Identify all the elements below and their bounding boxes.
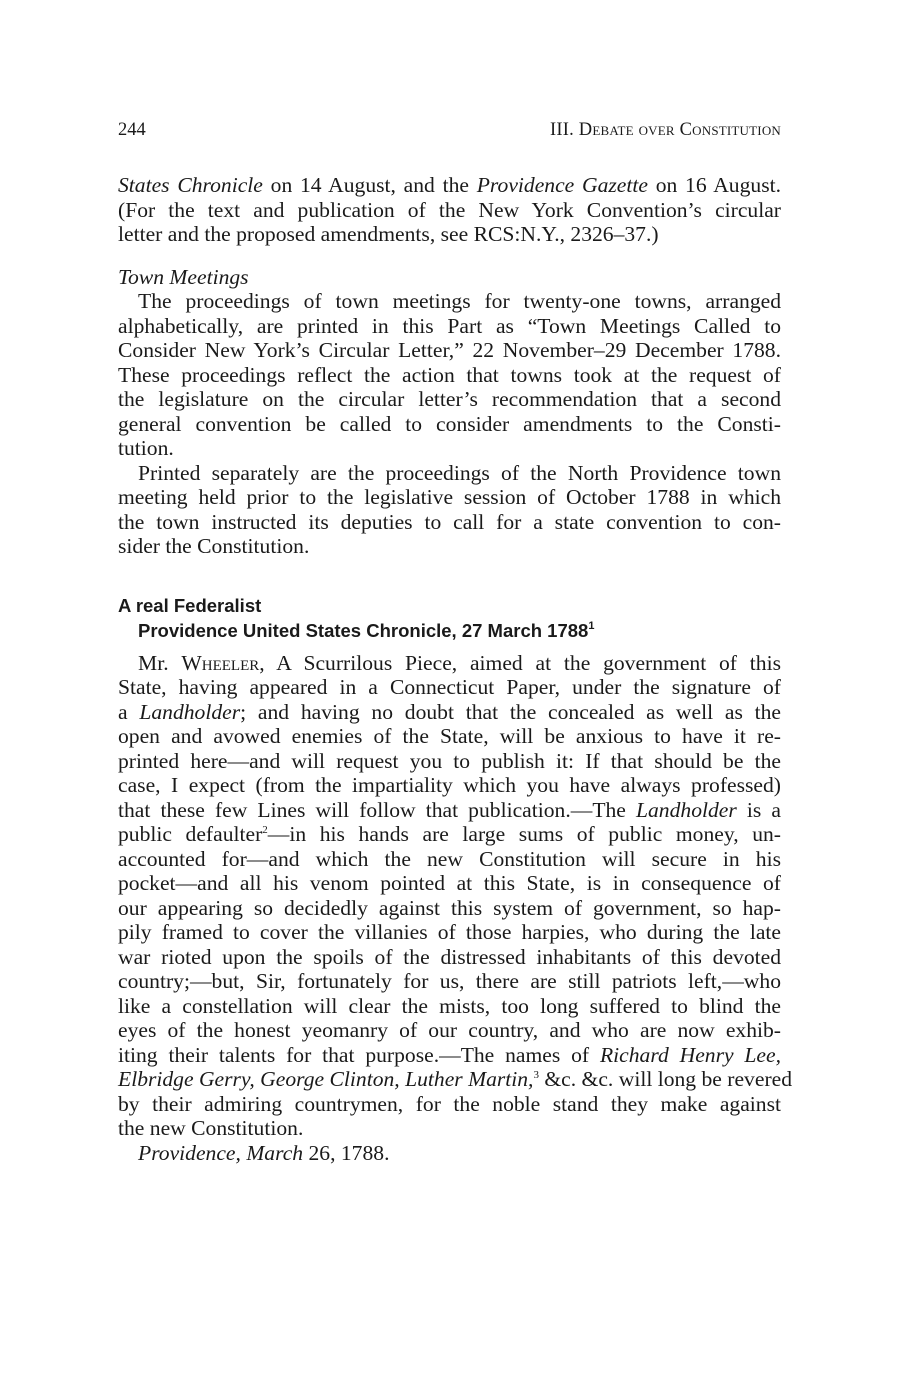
text-span: —in his hands are large sums of public money, un-	[267, 822, 781, 846]
page-number: 244	[118, 120, 146, 140]
document-source	[118, 618, 781, 643]
addressee: Wheeler	[181, 650, 260, 675]
text-span: &c. &c. will long be revered	[538, 1067, 793, 1091]
newspaper-title: States Chronicle	[118, 173, 263, 197]
section-paragraph-1	[118, 289, 781, 461]
text-line: country;—but, Sir, fortunately for us, there are still patriots left,—who	[118, 969, 781, 993]
book-page	[118, 118, 793, 1165]
text-line: open and avowed enemies of the State, will be anxious to have it re-	[118, 724, 781, 748]
pseudonym: Landholder	[139, 699, 241, 724]
running-title: III. Debate over Constitution	[550, 120, 781, 140]
text-line: accounted for—and which the new Constitution will secure in his	[118, 846, 781, 871]
footnote-ref: 3	[533, 1069, 539, 1081]
document-heading	[118, 593, 781, 643]
newspaper-title: Providence Gazette	[476, 173, 648, 197]
text-line: Printed separately are the proceedings of the North Providence town	[138, 460, 781, 485]
text-line: sider the Constitution.	[118, 534, 310, 558]
text-line: pily framed to cover the villanies of those harpies, who during the late	[118, 920, 781, 944]
continuation-paragraph	[118, 173, 781, 247]
dateline-date: 26, 1788.	[303, 1140, 390, 1165]
text-line: meeting held prior to the legislative session of October 1788 in which	[118, 485, 781, 509]
running-head	[118, 118, 781, 142]
text-span: , A Scurrilous Piece, aimed at the government of this	[259, 650, 781, 675]
dateline-place: Providence, March	[138, 1140, 304, 1165]
text-line: our appearing so decidedly against this system of government, so hap-	[118, 895, 781, 920]
text-span: that these few Lines will follow that publication.—The	[118, 797, 636, 822]
text-line: like a constellation will clear the mists, too long suffered to blind the	[118, 993, 781, 1018]
text-line: the new Constitution.	[118, 1116, 304, 1140]
text-line: the legislature on the circular letter’s recommendation that a second	[118, 387, 781, 411]
text-line: war rioted upon the spoils of the distressed inhabitants of this devoted	[118, 944, 781, 969]
text-line: tution.	[118, 436, 174, 460]
text-line: The proceedings of town meetings for twenty-one towns, arranged	[138, 289, 781, 313]
section-heading: Town Meetings	[118, 264, 249, 289]
footnote-ref: 1	[588, 619, 595, 632]
source-text: Providence United States Chronicle, 27 March 1788	[138, 619, 589, 641]
text-line: These proceedings reflect the action that towns took at the request of	[118, 362, 781, 387]
text-line: State, having appeared in a Connecticut Paper, under the signature of	[118, 675, 781, 699]
town-meetings-section	[118, 265, 781, 559]
text-line: general convention be called to consider amendments to the Consti-	[118, 411, 781, 436]
text-span: public defaulter	[118, 822, 263, 846]
person-name: Richard Henry Lee,	[599, 1042, 781, 1067]
document-body	[118, 650, 793, 1166]
text-line: by their admiring countrymen, for the noble stand they make against	[118, 1091, 781, 1116]
footnote-ref: 2	[262, 824, 268, 836]
text-span: Mr.	[138, 650, 182, 675]
person-names: Elbridge Gerry, George Clinton, Luther Martin,	[118, 1067, 534, 1091]
pseudonym: Landholder	[636, 797, 737, 822]
text-span: on 14 August, and the	[262, 173, 477, 197]
text-span: a	[118, 699, 140, 724]
text-line: the town instructed its deputies to call for a state convention to con-	[118, 509, 781, 534]
text-span: on 16 August.	[647, 173, 781, 197]
dateline	[118, 1141, 781, 1166]
text-line: alphabetically, are printed in this Part as “Town Meetings Called to	[118, 313, 781, 338]
text-line: eyes of the honest yeomanry of our country, and who are now exhib-	[118, 1018, 781, 1042]
text-line: letter and the proposed amendments, see RCS:N.Y., 2326–37.)	[118, 222, 659, 246]
text-span: iting their talents for that purpose.—The names of	[118, 1042, 600, 1067]
text-line: case, I expect (from the impartiality which you have always professed)	[118, 773, 781, 797]
text-line: (For the text and publication of the New York Convention’s circular	[118, 197, 781, 222]
section-paragraph-2	[118, 461, 781, 559]
text-span: ; and having no doubt that the concealed as well as the	[240, 699, 781, 724]
text-span: is a	[736, 797, 781, 822]
document-title: A real Federalist	[118, 594, 262, 616]
text-line: pocket—and all his venom pointed at this State, is in consequence of	[118, 871, 781, 895]
text-line: printed here—and will request you to publish it: If that should be the	[118, 748, 781, 773]
text-line: Consider New York’s Circular Letter,” 22 November–29 December 1788.	[118, 338, 781, 362]
